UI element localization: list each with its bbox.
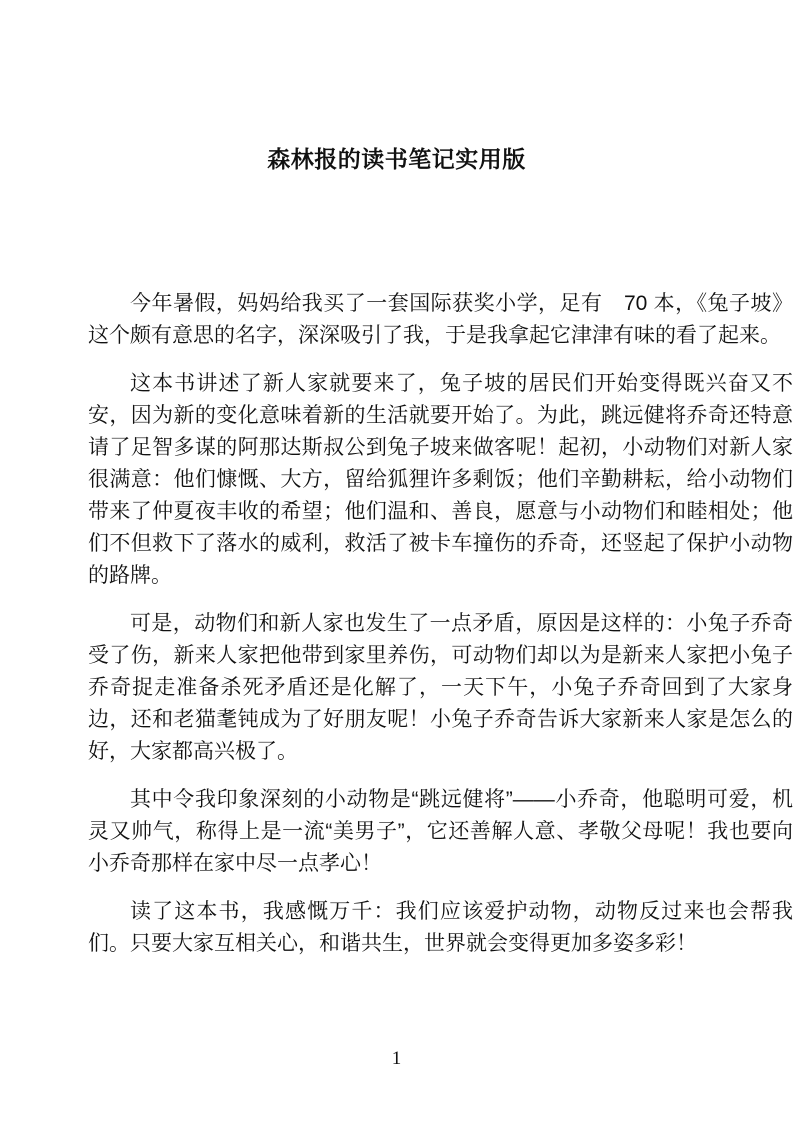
paragraph-3: 可是，动物们和新人家也发生了一点矛盾，原因是这样的：小兔子乔奇受了伤，新来人家把他带到家里养伤，可动物们却以为是新来人家把小兔子乔奇捉走准备杀死矛盾还是化解了，一天下午，小兔子乔奇回到了大家身边，还和老猫耄钝成为了好朋友呢！小兔子乔奇告诉大家新来人家是怎么的好，大家都高兴极了。: [88, 612, 793, 763]
paragraph-2: 这本书讲述了新人家就要来了，兔子坡的居民们开始变得既兴奋又不安，因为新的变化意味着新的生活就要开始了。为此，跳远健将乔奇还特意请了足智多谋的阿那达斯叔公到兔子坡来做客呢！起初，小动物们对新人家很满意：他们慷慨、大方，留给狐狸许多剩饭；他们辛勤耕耘，给小动物们带来了仲夏夜丰收的希望；他们温和、善良，愿意与小动物们和睦相处；他们不但救下了落水的威利，救活了被卡车撞伤的乔奇，还竖起了保护小动物的路牌。: [88, 372, 793, 587]
page-number: 1: [391, 1048, 402, 1069]
document-body: [88, 288, 793, 976]
paragraph-4: 其中令我印象深刻的小动物是“跳远健将”——小乔奇，他聪明可爱，机灵又帅气，称得上是一流“美男子”，它还善解人意、孝敬父母呢！我也要向小乔奇那样在家中尽一点孝心！: [88, 788, 793, 875]
paragraph-5: 读了这本书，我感慨万千：我们应该爱护动物，动物反过来也会帮我们。只要大家互相关心，和谐共生，世界就会变得更加多姿多彩！: [88, 900, 793, 955]
document-title: 森林报的读书笔记实用版: [267, 146, 526, 172]
paragraph-1: 今年暑假，妈妈给我买了一套国际获奖小学，足有 70 本，《兔子坡》这个颇有意思的名字，深深吸引了我，于是我拿起它津津有味的看了起来。: [88, 292, 793, 347]
